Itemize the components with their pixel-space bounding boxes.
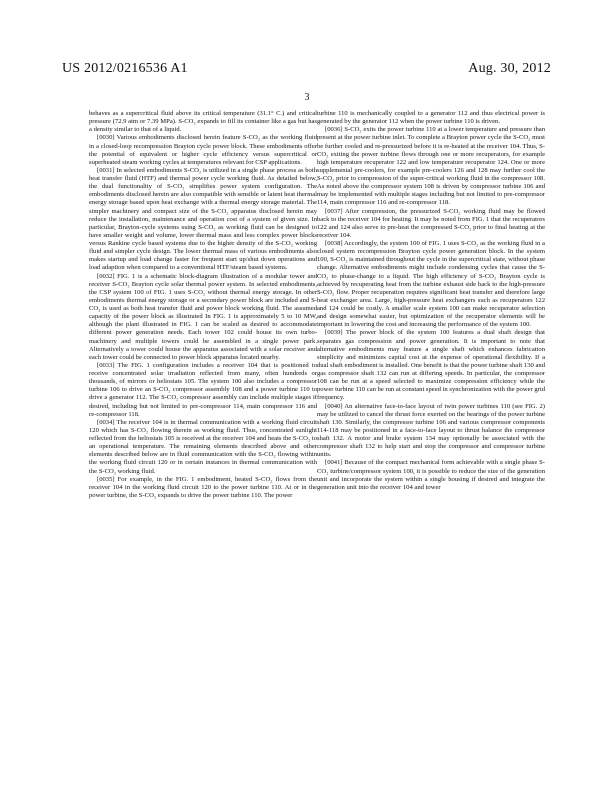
paragraph-continuation-right: turbine 110 is mechanically coupled to a generator 112 and thus electrical power is generated by the generator 112 when the power turbine 110 is driven.	[317, 110, 545, 126]
paragraph-0033: [0033] The FIG. 1 configuration includes a receiver 104 that is positioned to receive concentrated solar irradiation reflected from many, often hundreds or thousands, of mirrors or heliostats 105. The system 100 also includes a compressor turbine 106 to drive an S-CO₂ compressor assembly 108 and a power turbine 110 to drive a generator 112. The S-CO₂ compressor assembly can include multiple stages if desired, including but not limited to pre-compressor 114, main compressor 116 and re-compressor 118.	[89, 361, 317, 418]
publication-number: US 2012/0216536 A1	[62, 61, 188, 76]
right-column	[317, 110, 545, 492]
paragraph-0037: [0037] After compression, the pressurized S-CO₂ working fluid may be flowed back to the receiver 104 for heating. It may be noted from FIG. 1 that the recuperators 122 and 124 also serve to pre-heat the compressed S-CO₂ prior to final heating at the receiver 104.	[317, 207, 545, 239]
paragraph-continuation: behaves as a supercritical fluid above its critical temperature (31.1° C.) and critical pressure (72.9 atm or 7.39 MPa). S-CO₂ expands to fill its container like a gas but has a density similar to that of a liquid.	[89, 110, 317, 134]
paragraph-0039: [0039] The power block of the system 100 features a dual shaft design that separates gas compression and power generation. It is important to note that alternative embodiments may feature a single shaft which enhances fabrication simplicity and minimizes capital cost at the expense of operational flexibility. If a dual shaft embodiment is installed. One benefit is that the power turbine shaft 130 and gas compressor shaft 132 can run at differing speeds. In particular, the compressor 108 can be run at a speed selected to maximize compression efficiency while the power turbine 110 can be run at constant speed in synchronization with the power grid frequency.	[317, 329, 545, 402]
paragraph-0040: [0040] An alternative face-to-face layout of twin power turbines 110 (see FIG. 2) may be utilized to cancel the thrust force exerted on the bearings of the power turbine shaft 130. Similarly, the compressor turbine 106 and various compressor components 114-118 may be positioned in a face-to-face layout to thrust balance the compressor shaft 132. A motor and brake system 134 may optionally be associated with the compressor shaft 132 to help start and stop the compressor and compressor turbine units.	[317, 402, 545, 459]
page-number: 3	[304, 92, 310, 103]
paragraph-0041: [0041] Because of the compact mechanical form achievable with a single phase S-CO₂ turbine/compressor system 100, it is possible to reduce the size of the generation unit and incorporate the system within a single housing if desired and integrate the generation unit into the receiver 104 and tower	[317, 459, 545, 491]
left-column	[89, 110, 317, 500]
paragraph-0034: [0034] The receiver 104 is in thermal communication with a working fluid circuit 120 which has S-CO₂ flowing therein as working fluid. Thus, concentrated sunlight reflected from the heliostats 105 is received at the receiver 104 and heats the S-CO₂ to an operational temperature. The remaining elements described above and other elements described below are in fluid communication with the S-CO₂ flowing within the working fluid circuit 120 or in certain instances in thermal communication with the S-CO₂ working fluid.	[89, 418, 317, 475]
paragraph-0036: [0036] S-CO₂ exits the power turbine 110 at a lower temperature and pressure than present at the power turbine inlet. To complete a Brayton power cycle the S-CO₂ must be further cooled and re-pressurized before it is re-heated at the receiver 104. Thus, S-CO₂ exiting the power turbine flows through one or more recuperators, for example high temperature recuperator 122 and low temperature recuperator 124. One or more supplemental pre-coolers, for example pre-coolers 126 and 128 may further cool the S-CO₂ prior to compression of the super-critical working fluid in the compressor 108. As noted above the compressor system 108 is driven by compressor turbine 106 and may be implemented with multiple stages including but not limited to pre-compressor 114, main compressor 116 and re-compressor 118.	[317, 126, 545, 207]
paragraph-0030: [0030] Various embodiments disclosed herein feature S-CO₂ as the working fluid in a closed-loop recompression Brayton cycle power block. These embodiments offer the potential of equivalent or higher cycle efficiency versus supercritical or superheated steam working cycles at temperatures relevant for CSP applications.	[89, 134, 317, 166]
paragraph-0038: [0038] Accordingly, the system 100 of FIG. 1 uses S-CO₂ as the working fluid in a closed system recompression Brayton cycle power generation block. In the system 100, S-CO₂ is maintained throughout the cycle in the supercritical state, without phase change. Alternative embodiments might include condensing cycles that cause the S-CO₂ to phase-change to a liquid. The high efficiency of S-CO₂ Brayton cycle is achieved by recuperating heat from the turbine exhaust side back to the high-pressure S-CO₂ flow. Proper recuperation requires significant heat transfer and therefore large heat exchanger area. Large, high-pressure heat exchangers such as recuperators 122 and 124 could be costly. A smaller scale system 100 can make recuperator selection and design somewhat easier, but optimization of the recuperator elements will be important in lowering the cost and increasing the performance of the system 100.	[317, 240, 545, 329]
paragraph-0032: [0032] FIG. 1 is a schematic block-diagram illustration of a modular tower and receiver S-CO₂ Brayton cycle solar thermal power system. In selected embodiments, the CSP system 100 of FIG. 1 uses S-CO₂ without thermal energy storage. In other embodiments thermal energy storage or a secondary power block are included and S-CO₂ is used as both heat transfer fluid and power block working fluid. The assumed capacity of the power block as illustrated In FIG. 1 is approximately 5 to 10 MW, although the plant illustrated in FIG. 1 can be scaled as desired to accommodate different power generation needs. Each tower 102 could house its own turbo-machinery and multiple towers could be assembled in a single power park. Alternatively a tower could house the apparatus associated with a solar receiver and each tower could be connected to power block apparatus located nearby.	[89, 272, 317, 361]
paragraph-0035: [0035] For example, in the FIG. 1 embodiment, heated S-CO₂ flows from the receiver 104 in the working fluid circuit 120 to the power turbine 110. At or in the power turbine, the S-CO₂ expands to drive the power turbine 110. The power	[89, 475, 317, 499]
publication-date: Aug. 30, 2012	[468, 61, 551, 76]
paragraph-0031: [0031] In selected embodiments S-CO₂ is utilized in a single phase process as both heat transfer fluid (HTF) and thermal power cycle working fluid. As detailed below, the dual functionality of S-CO₂ simplifies power system configuration. The embodiments disclosed herein are also compatible with sensible or latent heat thermal energy storage based upon heat exchange with a thermal energy storage material. The simpler machinery and compact size of the S-CO₂ apparatus disclosed herein may reduce the installation, maintenance and operation cost of a system of given size. In particular, Brayton-cycle systems using S-CO₂ as working fluid can be designed to have smaller weight and volume, lower thermal mass and less complex power blocks versus Rankine cycle based systems due to the higher density of the S-CO₂ working fluid and simpler cycle design. The lower thermal mass of various embodiments also makes startup and load change faster for frequent start up/shut down operations and load adaption when compared to a conventional HTF/steam based systems.	[89, 166, 317, 272]
